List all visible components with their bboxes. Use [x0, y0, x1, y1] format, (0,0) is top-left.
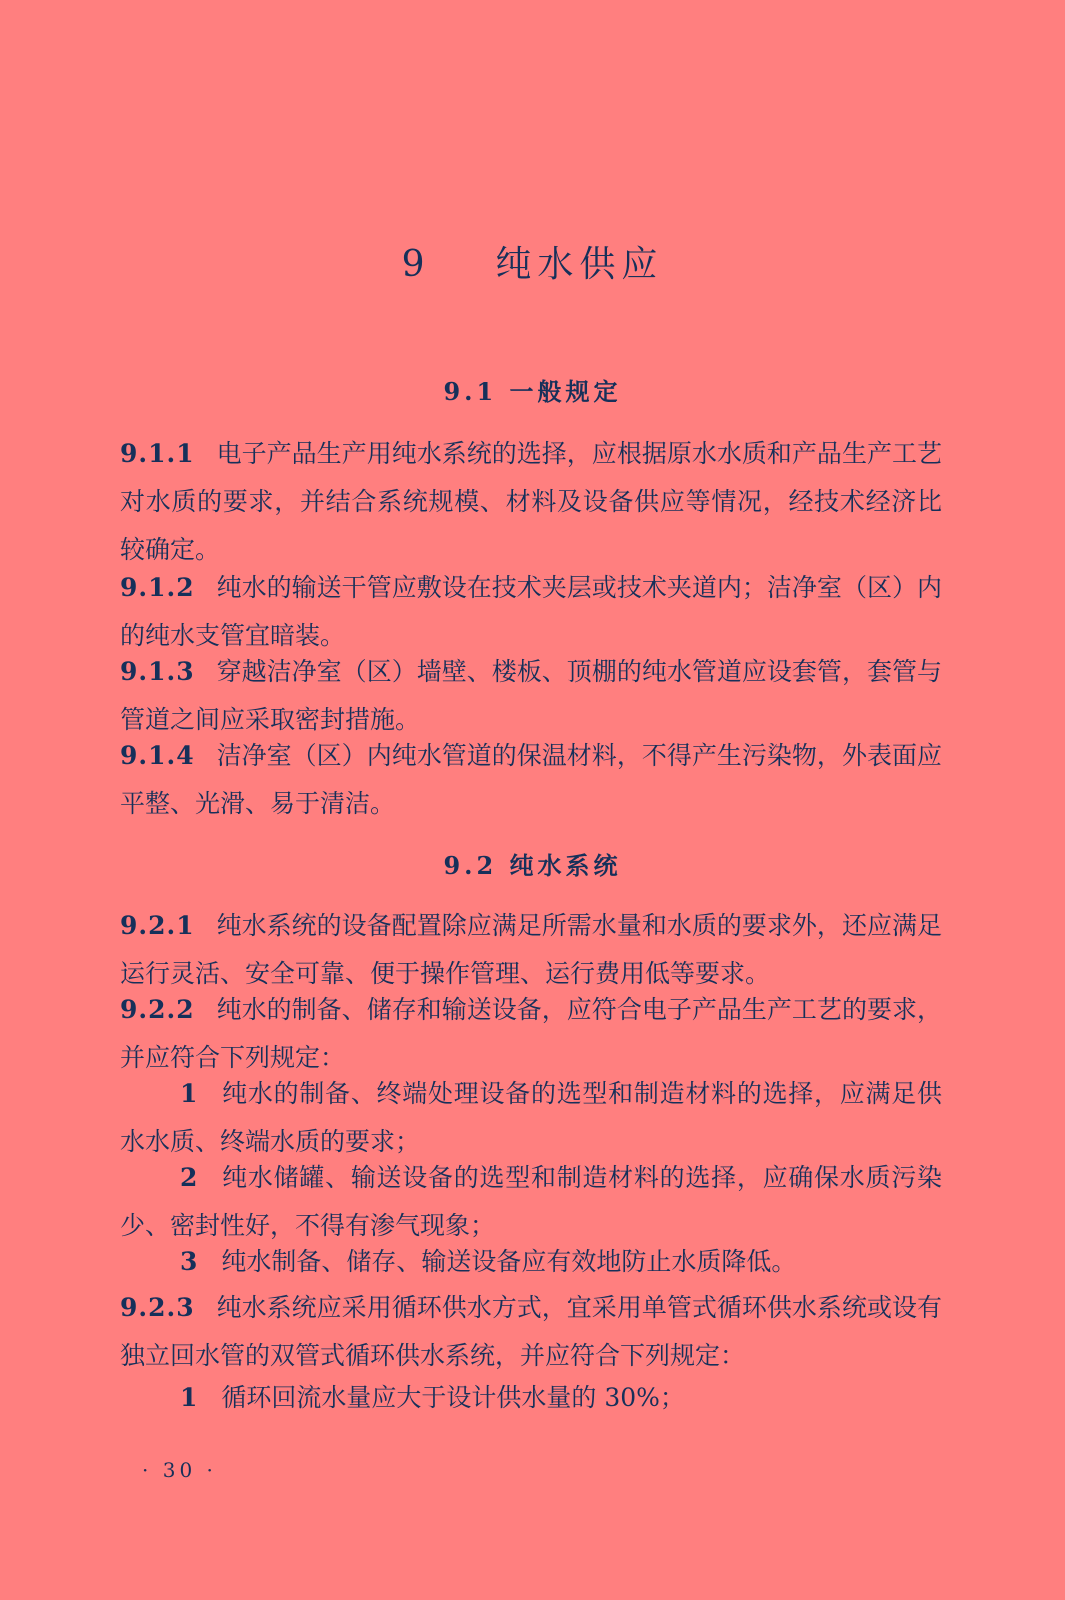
list-item-9-2-2-3	[120, 1238, 942, 1286]
clause-text: 纯水的制备、储存和输送设备，应符合电子产品生产工艺的要求，并应符合下列规定：	[120, 995, 942, 1072]
item-number: 1	[180, 1079, 198, 1108]
item-text: 循环回流水量应大于设计供水量的 30%；	[221, 1383, 685, 1412]
clause-number: 9.1.3	[120, 657, 195, 686]
section-heading-9-2: 9.2 纯水系统	[443, 851, 622, 880]
list-item-9-2-3-1	[120, 1374, 942, 1422]
chapter-title	[0, 236, 1065, 287]
clause-number: 9.1.4	[120, 741, 195, 770]
item-number: 1	[180, 1383, 198, 1412]
clause-number: 9.1.2	[120, 573, 195, 602]
clause-text: 穿越洁净室（区）墙壁、楼板、顶棚的纯水管道应设套管，套管与管道之间应采取密封措施。	[120, 657, 942, 734]
chapter-name: 纯水供应	[495, 244, 664, 285]
clause-9-1-3	[120, 648, 942, 744]
clause-9-2-1	[120, 902, 942, 998]
clause-number: 9.2.2	[120, 995, 195, 1024]
list-item-9-2-2-1	[120, 1070, 942, 1166]
list-item-9-2-2-2	[120, 1154, 942, 1250]
item-text: 纯水制备、储存、输送设备应有效地防止水质降低。	[221, 1247, 797, 1276]
clause-text: 纯水的输送干管应敷设在技术夹层或技术夹道内；洁净室（区）内的纯水支管宜暗装。	[120, 573, 942, 650]
item-number: 3	[180, 1247, 198, 1276]
clause-number: 9.2.3	[120, 1293, 195, 1322]
item-number: 2	[180, 1163, 198, 1192]
clause-9-2-3	[120, 1284, 942, 1380]
clause-9-1-4	[120, 732, 942, 828]
clause-number: 9.2.1	[120, 911, 195, 940]
page-number: · 30 ·	[142, 1458, 217, 1482]
chapter-number: 9	[401, 244, 431, 285]
clause-text: 电子产品生产用纯水系统的选择，应根据原水水质和产品生产工艺对水质的要求，并结合系统规模、材料及设备供应等情况，经技术经济比较确定。	[120, 439, 942, 564]
clause-text: 纯水系统的设备配置除应满足所需水量和水质的要求外，还应满足运行灵活、安全可靠、便于操作管理、运行费用低等要求。	[120, 911, 942, 988]
item-text: 纯水储罐、输送设备的选型和制造材料的选择，应确保水质污染少、密封性好，不得有渗气现象；	[120, 1163, 942, 1240]
clause-9-2-2	[120, 986, 942, 1082]
clause-9-1-2	[120, 564, 942, 660]
clause-9-1-1	[120, 430, 942, 574]
section-heading-9-1: 9.1 一般规定	[443, 377, 622, 406]
clause-text: 洁净室（区）内纯水管道的保温材料，不得产生污染物，外表面应平整、光滑、易于清洁。	[120, 741, 942, 818]
clause-number: 9.1.1	[120, 439, 195, 468]
item-text: 纯水的制备、终端处理设备的选型和制造材料的选择，应满足供水水质、终端水质的要求；	[120, 1079, 942, 1156]
clause-text: 纯水系统应采用循环供水方式，宜采用单管式循环供水系统或设有独立回水管的双管式循环供水系统，并应符合下列规定：	[120, 1293, 942, 1370]
